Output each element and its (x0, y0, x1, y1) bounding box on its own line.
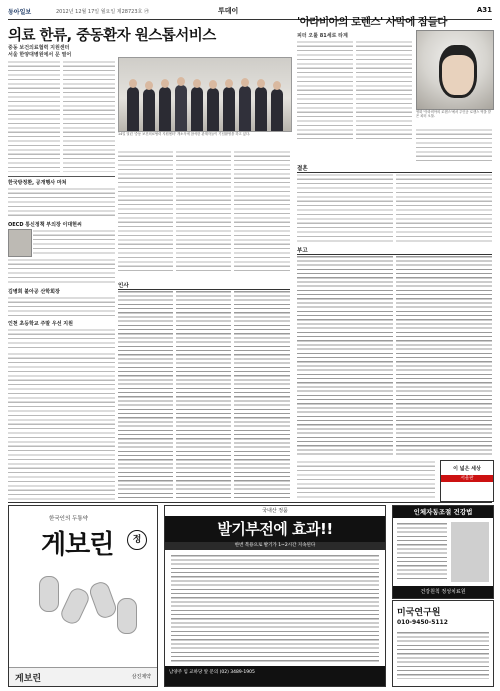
obit-column-2 (396, 255, 492, 455)
feature-column-1 (297, 40, 353, 142)
brief-title-3: 김병희 불아공 산학회장 (8, 289, 60, 295)
brief-body-4 (8, 328, 115, 348)
right-lower-text (297, 460, 435, 500)
brief-body-2b (8, 258, 115, 284)
brief-portrait (8, 229, 32, 257)
feature-byline: 피터 오툴 81세로 타계 (297, 33, 348, 39)
main-headline: 의료 한류, 중동환자 원스톱서비스 (8, 28, 216, 44)
brief-body-2 (33, 229, 115, 255)
main-story-column-4 (176, 150, 231, 274)
people-column-3 (234, 290, 290, 500)
newspaper-brand: 동아일보 (8, 9, 32, 16)
main-photo-caption: 14일 열린 '중동 보건의료협력 지원센터' 개소식에 참석한 관계자들이 기념촬영을 하고 있다. (118, 132, 251, 136)
pill-icon (58, 585, 91, 626)
issue-date: 2012년 12월 17일 월요일 제28723호 ㉮ (56, 9, 149, 15)
people-tag: 인사 (118, 281, 290, 290)
ad-geborin-suffix: 정 (127, 530, 147, 550)
main-subhead-1: 중동 보건의료협력 지원센터 (8, 45, 70, 51)
ad-middle[interactable] (164, 505, 386, 687)
small-ad-tag: 서울판 (441, 475, 493, 482)
right-column-a (297, 173, 393, 243)
main-story-photo (118, 57, 292, 132)
feature-photo (416, 30, 494, 110)
main-story-column-2 (63, 60, 115, 172)
obit-tag: 부고 (297, 246, 492, 255)
brief-title-2: OECD 통신정책 부의장 이대현씨 (8, 222, 82, 228)
ad-right-health-image (451, 522, 489, 582)
ad-geborin-brand: 게보린 (41, 530, 114, 560)
ad-right-health-company: 건강원칙 정성치료원 (393, 586, 493, 598)
feature-photo-caption: 영화 '아라비아의 로렌스'에서 주인공 로렌스 역을 맡은 피터 오툴. (416, 110, 491, 119)
brief-title-1: 한국방정환, 공개행사 마쳐 (8, 180, 67, 186)
pill-icon (117, 598, 137, 634)
page-number: A31 (476, 6, 492, 14)
main-subhead-2: 서울 한양대병원에서 문 열어 (8, 52, 72, 58)
ad-geborin-footer-brand: 게보린 (15, 674, 42, 684)
ad-right-lower[interactable] (392, 600, 494, 687)
small-ad-box[interactable] (440, 460, 494, 502)
pill-icon (87, 580, 118, 621)
left-lower-column (8, 352, 115, 500)
small-ad-title: 이 넓은 세상 (453, 466, 481, 472)
ad-geborin[interactable] (8, 505, 158, 687)
feature-column-3 (416, 128, 492, 164)
right-column-b (396, 173, 492, 243)
ad-geborin-kicker: 한국인의 두통약 (49, 516, 88, 522)
section-name: 투데이 (218, 7, 239, 15)
ad-right-health-title: 인체자동조절 건강법 (393, 506, 493, 518)
ad-right-health-body (397, 522, 447, 582)
main-story-column-1 (8, 60, 60, 172)
ad-middle-footer: 남양주 임 교하당 앞 문의 (02) 3489-1905 (165, 666, 385, 686)
main-story-column-5 (234, 150, 290, 274)
ad-middle-subbar: 한번 복용으로 발기가 1~2시간 지속된다 (165, 542, 385, 550)
ad-right-lower-body (397, 631, 489, 679)
obit-column-1 (297, 255, 393, 455)
brief-body-1 (8, 187, 115, 217)
feature-column-2 (356, 40, 412, 142)
ad-geborin-company: 삼진제약 (131, 674, 151, 680)
ad-divider (8, 502, 492, 503)
pill-icon (39, 576, 59, 612)
ad-right-lower-title: 미국연구원 (397, 608, 441, 618)
people-column-1 (118, 290, 173, 500)
obituary-tag: 결혼 (297, 164, 492, 173)
ad-middle-body (171, 554, 379, 662)
ad-geborin-footer (9, 667, 157, 686)
ad-right-health[interactable] (392, 505, 494, 599)
people-column-2 (176, 290, 231, 500)
ad-middle-top: 국내산 정품 (262, 508, 288, 514)
brief-divider (8, 176, 115, 177)
ad-middle-banner: 발기부전에 효과!! (165, 516, 385, 542)
ad-right-lower-phone: 010-9450-5112 (397, 619, 448, 626)
main-story-column-3 (118, 150, 173, 274)
brief-body-3 (8, 296, 115, 316)
brief-title-4: 인천 초등학교 주말 우선 지원 (8, 321, 73, 327)
feature-headline: '아라비아의 로렌스' 사막에 잠들다 (297, 16, 447, 28)
